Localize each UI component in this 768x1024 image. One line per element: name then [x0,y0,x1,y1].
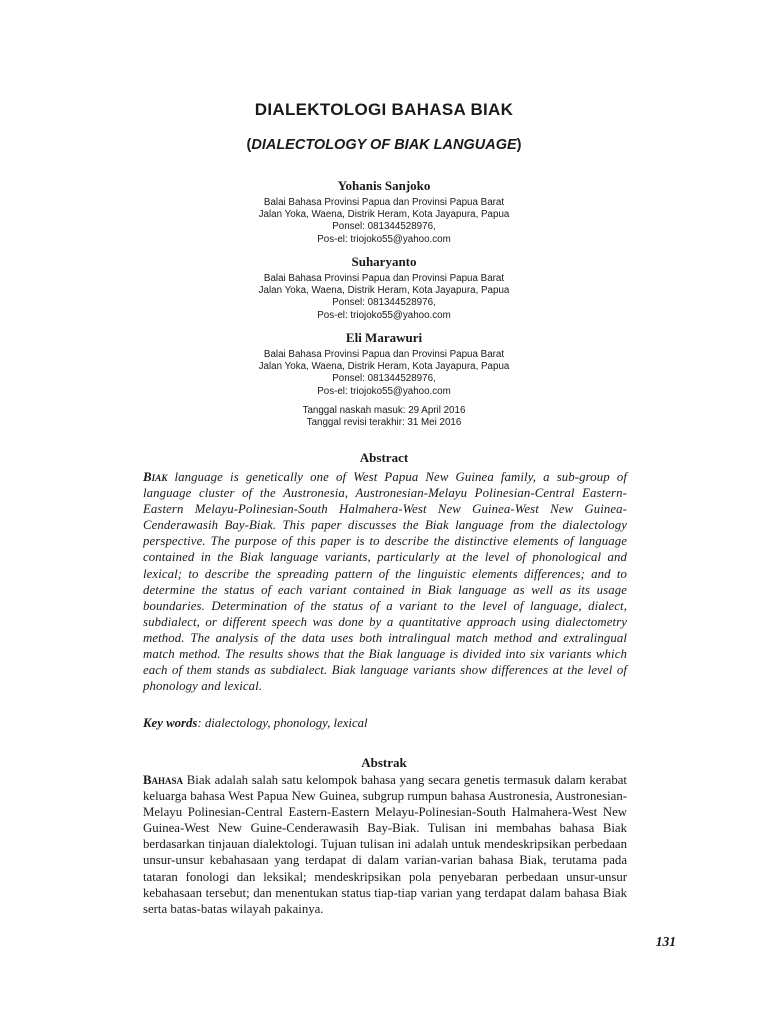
abstract-body [143,469,627,694]
page-number: 131 [655,934,676,949]
abstract-text: language is genetically one of West Papua New Guinea family, a sub-group of language cluster of the Austronesia, Austronesian-Melayu Polinesian-Central Eastern-Eastern Melayu-Polinesian-South Halmahera-West New Guinea-West New Guinea-Cenderawasih Bay-Biak. This paper discusses the Biak language from the dialectology perspective. The purpose of this paper is to describe the distinctive elements of language contained in the Biak language variants, particularly at the level of phonological and lexical; to describe the spreading pattern of the linguistic elements differences; and to determine the status of each variant contained in Biak language as well as its usage boundaries. Determination of the status of a variant to the level of language, dialect, subdialect, or different speech was done by a quantitative approach using dialectometry method. The analysis of the data uses both intralingual match method and extralingual match method. The results shows that the Biak language is divided into six variants which each of them stands as subdialect. Biak language variants show differences at the level of phonology and lexical. [143,470,627,694]
paper-title: DIALEKTOLOGI BAHASA BIAK [254,100,514,119]
author-2 [0,254,768,322]
author-name: Eli Marawuri [345,330,423,345]
keywords-text: : dialectology, phonology, lexical [197,716,368,730]
abstrak-heading: Abstrak [361,755,407,770]
abstrak-lead-word: Bahasa [143,773,184,787]
abstrak-text: Biak adalah salah satu kelompok bahasa yang secara genetis termasuk dalam kerabat keluarga bahasa West Papua New Guinea, subgrup rumpun bahasa Austronesia, Austronesian-Melayu Polinesian-Central Eastern-Eastern Melayu-Polinesian-South Halmahera-West New Guinea-West New Guine-Cenderawasih Bay-Biak. Tulisan ini membahas bahasa Biak berdasarkan tinjauan dialektologi. Tujuan tulisan ini adalah untuk mendeskripsikan perbedaan unsur-unsur kebahasaan yang terdapat di dalam varian-varian bahasa Biak, terutama pada tataran fonologi dan leksikal; mendeskripsikan pola penyebaran perbedaan unsur-unsur kebahasaan tersebut; dan menentukan status tiap-tiap varian yang terdapat dalam bahasa Biak serta batas-batas wilayah pakainya. [143,773,627,916]
email-line: Pos-el: triojoko55@yahoo.com [317,385,451,397]
author-1 [0,178,768,246]
author-name: Yohanis Sanjoko [337,178,431,193]
phone-line: Ponsel: 081344528976, [332,221,436,233]
email-line: Pos-el: triojoko55@yahoo.com [317,233,451,245]
keywords-label: Key words [143,716,198,730]
abstract-heading: Abstract [359,450,409,465]
keywords [143,716,627,731]
affiliation-line: Balai Bahasa Provinsi Papua dan Provinsi Papua Barat [263,273,505,284]
affiliation-line: Balai Bahasa Provinsi Papua dan Provinsi Papua Barat [263,349,505,360]
author-3 [0,330,768,398]
email-line: Pos-el: triojoko55@yahoo.com [317,309,451,321]
submission-dates [0,405,768,429]
abstract-lead-word: Biak [143,470,168,484]
author-name: Suharyanto [351,254,417,269]
address-line: Jalan Yoka, Waena, Distrik Heram, Kota Jayapura, Papua [258,285,510,297]
address-line: Jalan Yoka, Waena, Distrik Heram, Kota Jayapura, Papua [258,209,510,221]
phone-line: Ponsel: 081344528976, [332,297,436,309]
received-date: Tanggal naskah masuk: 29 April 2016 [302,405,466,416]
abstrak-body [143,772,627,917]
revised-date: Tanggal revisi terakhir: 31 Mei 2016 [306,417,462,429]
affiliation-line: Balai Bahasa Provinsi Papua dan Provinsi Papua Barat [263,197,505,208]
phone-line: Ponsel: 081344528976, [332,373,436,385]
paper-subtitle: (DIALECTOLOGY OF BIAK LANGUAGE) [246,137,522,153]
address-line: Jalan Yoka, Waena, Distrik Heram, Kota Jayapura, Papua [258,361,510,373]
